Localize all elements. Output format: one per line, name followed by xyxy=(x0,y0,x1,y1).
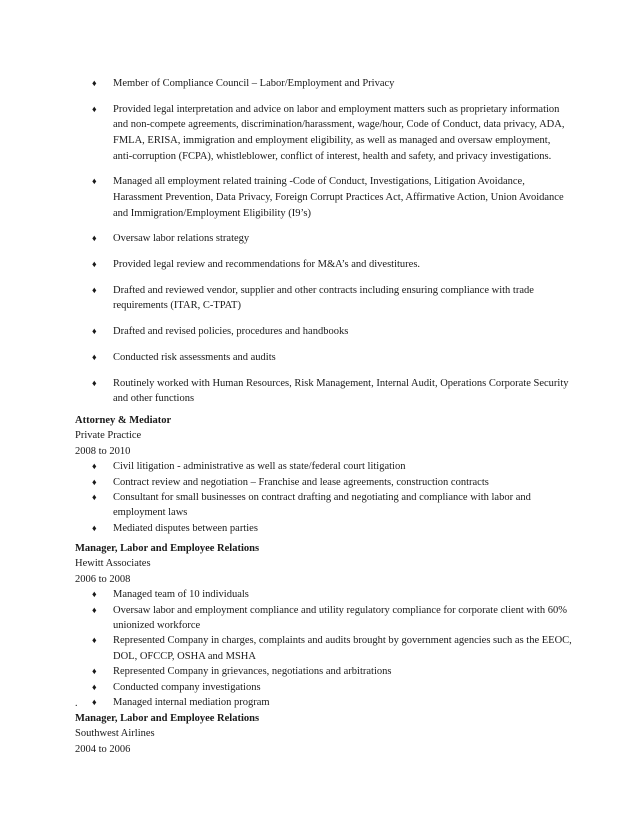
separator-mark: . xyxy=(75,698,78,709)
diamond-bullet-icon: ♦ xyxy=(92,326,97,337)
list-item: ♦ Conducted risk assessments and audits xyxy=(92,350,572,366)
job-dates: 2006 to 2008 xyxy=(75,573,131,585)
diamond-bullet-icon: ♦ xyxy=(92,78,97,88)
job-company: Hewitt Associates xyxy=(75,558,151,570)
diamond-bullet-icon: ♦ xyxy=(92,681,97,692)
job-title: Attorney & Mediator xyxy=(75,415,172,426)
job-company: Private Practice xyxy=(75,430,142,442)
diamond-bullet-icon: ♦ xyxy=(92,492,97,503)
list-item: ♦ Provided legal interpretation and advice on labor and employment matters such as proprietary information and non-compete agreements, discrimination/harassment, wage/hour, Code of Conduct, data privacy, ADA, FMLA, ERISA, immigration and employment eligibility, as well as managed and oversaw employment, anti-corruption (FCPA), whistleblower, conflict of interest, health and safety, and privacy investigations. xyxy=(92,103,565,162)
list-item: ♦ Routinely worked with Human Resources, Risk Management, Internal Audit, Operations Corporate Security and other functions xyxy=(92,377,569,405)
job-company: Southwest Airlines xyxy=(75,728,155,740)
diamond-bullet-icon: ♦ xyxy=(92,461,97,472)
list-item: ♦ Drafted and reviewed vendor, supplier and other contracts including ensuring compliance with trade requirements (ITAR, C-TPAT) xyxy=(92,284,534,312)
job-dates: 2004 to 2006 xyxy=(75,743,131,755)
diamond-bullet-icon: ♦ xyxy=(92,476,97,487)
continued-duties-list xyxy=(92,76,572,417)
list-item: ♦ Represented Company in charges, complaints and audits brought by government agencies such as the EEOC, DOL, OFCCP, OSHA and MSHA xyxy=(92,635,572,662)
list-item: ♦ Managed team of 10 individuals xyxy=(92,587,575,602)
list-item: ♦ Conducted company investigations xyxy=(92,680,575,695)
diamond-bullet-icon: ♦ xyxy=(92,352,97,363)
job-duties-list xyxy=(75,459,575,536)
diamond-bullet-icon: ♦ xyxy=(92,176,97,187)
diamond-bullet-icon: ♦ xyxy=(92,377,97,388)
job-dates: 2008 to 2010 xyxy=(75,445,131,457)
diamond-bullet-icon: ♦ xyxy=(92,103,97,114)
diamond-bullet-icon: ♦ xyxy=(92,284,97,295)
list-item: ♦ Contract review and negotiation – Franchise and lease agreements, construction contracts xyxy=(92,475,575,490)
job-section-attorney-mediator xyxy=(75,413,575,536)
list-item: ♦ Managed all employment related training -Code of Conduct, Investigations, Litigation Avoidance, Harassment Prevention, Data Privacy, Foreign Corrupt Practices Act, Affirmative Action, Union Avoidance and Immigration/Employment Eligibility (I9’s) xyxy=(92,176,564,219)
list-item: ♦ Provided legal review and recommendations for M&A’s and divestitures. xyxy=(92,257,572,273)
diamond-bullet-icon: ♦ xyxy=(92,589,97,600)
diamond-bullet-icon: ♦ xyxy=(92,259,97,270)
list-item: ♦ Managed internal mediation program xyxy=(92,695,575,710)
list-item: ♦ Member of Compliance Council – Labor/Employment and Privacy xyxy=(92,76,572,92)
job-duties-list xyxy=(75,587,575,710)
job-section-hewitt xyxy=(75,541,575,710)
list-item: ♦ Oversaw labor relations strategy xyxy=(92,231,572,247)
diamond-bullet-icon: ♦ xyxy=(92,522,97,533)
list-item: ♦ Oversaw labor and employment compliance and utility regulatory compliance for corporate client with 60% unionized workforce xyxy=(92,604,567,632)
job-title: Manager, Labor and Employee Relations xyxy=(75,543,260,554)
list-item: ♦ Mediated disputes between parties xyxy=(92,521,575,536)
diamond-bullet-icon: ♦ xyxy=(92,635,97,646)
job-section-southwest xyxy=(75,711,575,757)
list-item: ♦ Consultant for small businesses on contract drafting and negotiating and compliance with labor and employment laws xyxy=(92,492,531,519)
list-item: ♦ Civil litigation - administrative as well as state/federal court litigation xyxy=(92,459,575,474)
diamond-bullet-icon: ♦ xyxy=(92,233,97,244)
diamond-bullet-icon: ♦ xyxy=(92,697,97,708)
list-item: ♦ Drafted and revised policies, procedures and handbooks xyxy=(92,324,572,340)
list-item: ♦ Represented Company in grievances, negotiations and arbitrations xyxy=(92,664,575,679)
job-title: Manager, Labor and Employee Relations xyxy=(75,713,260,724)
diamond-bullet-icon: ♦ xyxy=(92,666,97,677)
diamond-bullet-icon: ♦ xyxy=(92,604,97,615)
